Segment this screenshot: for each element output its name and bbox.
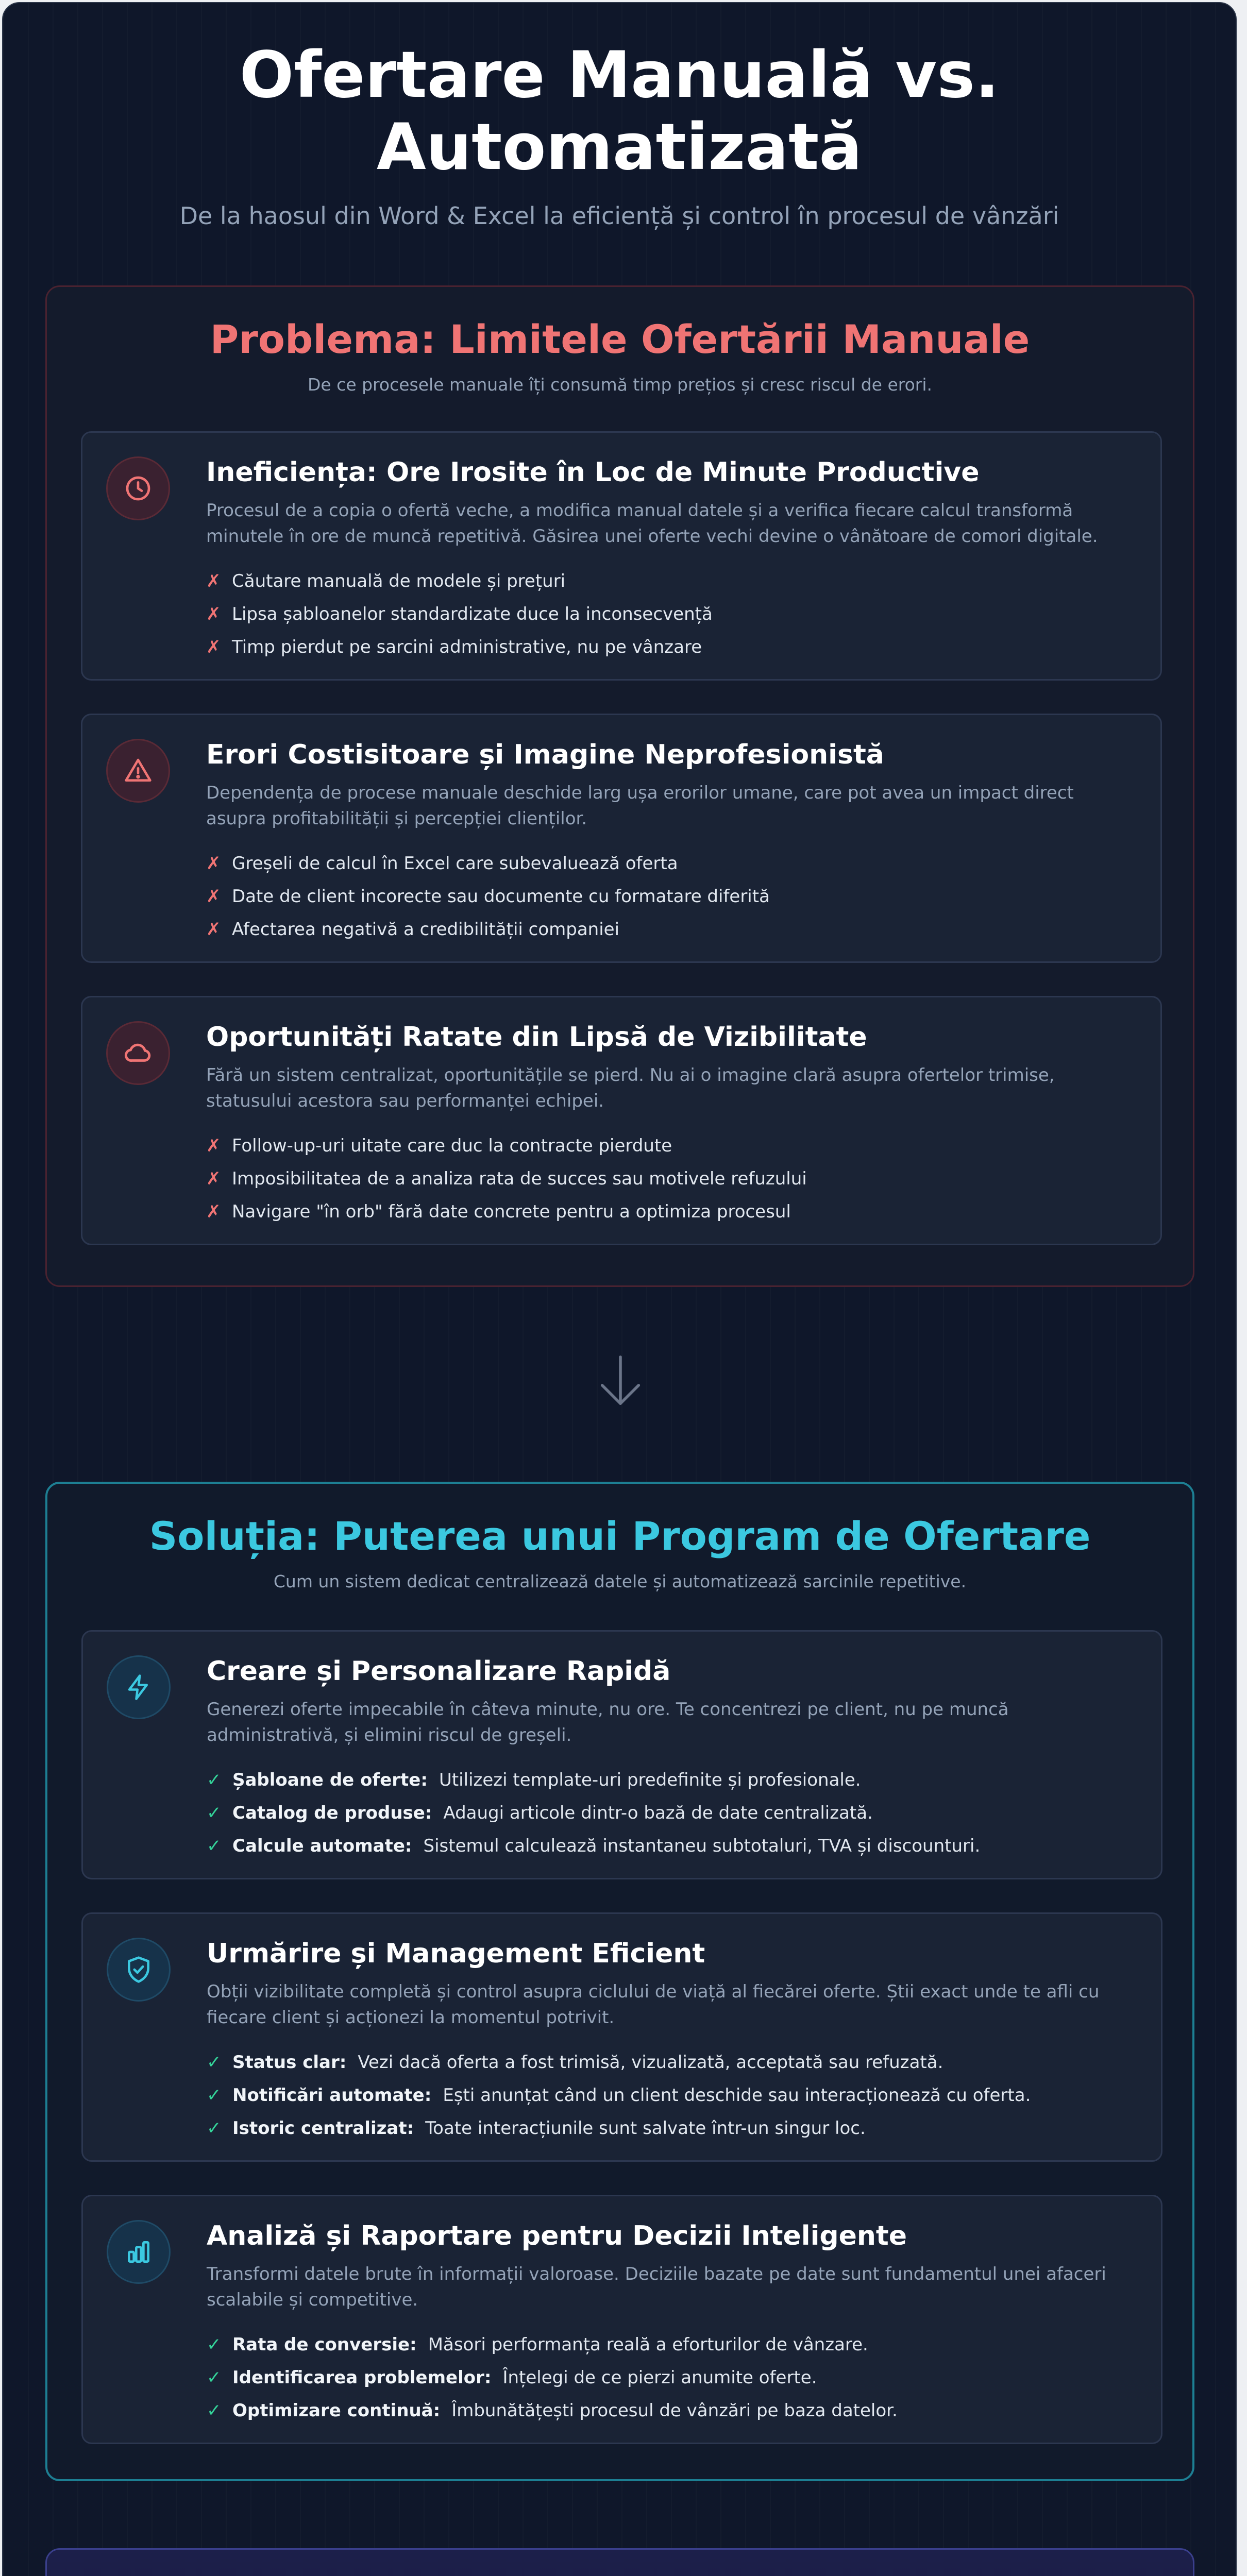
list-item <box>206 913 1130 946</box>
list-item-text: Imposibilitatea de a analiza rata de succes sau motivele refuzului <box>232 1168 807 1189</box>
list-item-text: Lipsa șabloanelor standardizate duce la inconsecvență <box>232 604 713 624</box>
card-list <box>207 2328 1130 2427</box>
list-item <box>206 1129 1130 1162</box>
shield-check-icon <box>107 1938 171 2002</box>
list-item-text: Sistemul calculează instantaneu subtotaluri, TVA și discounturi. <box>423 1836 981 1856</box>
list-item-text: Vezi dacă oferta a fost trimisă, vizualizată, acceptată sau refuzată. <box>358 2052 943 2073</box>
list-item <box>206 1162 1130 1195</box>
arrow-down-icon <box>596 1353 645 1410</box>
list-item <box>206 847 1130 880</box>
list-item <box>207 2046 1130 2079</box>
problem-card-errors <box>81 714 1162 963</box>
list-item <box>206 565 1130 598</box>
solution-title: Soluția: Puterea unui Program de Ofertare <box>149 1513 1091 1559</box>
cross-icon: ✗ <box>206 637 221 657</box>
page-subtitle: De la haosul din Word & Excel la eficiență și control în procesul de vânzări <box>179 202 1059 230</box>
list-item <box>206 631 1130 664</box>
card-title: Urmărire și Management Eficient <box>207 1938 705 1969</box>
problem-section <box>45 285 1194 1287</box>
list-item-text: Timp pierdut pe sarcini administrative, nu pe vânzare <box>232 637 702 657</box>
card-description: Procesul de a copia o ofertă veche, a modifica manual datele și a verifica fiecare calcul transformă minutele în ore de muncă repetitivă. Găsirea unei oferte vechi devine o vânătoare de comori digitale. <box>206 500 1098 547</box>
list-item <box>207 2394 1130 2427</box>
list-item <box>207 2361 1130 2394</box>
list-item-text: Follow-up-uri uitate care duc la contracte pierdute <box>232 1136 672 1156</box>
list-item-text: Ești anunțat când un client deschide sau interacționează cu oferta. <box>443 2085 1031 2106</box>
card-title: Creare și Personalizare Rapidă <box>207 1656 671 1687</box>
check-icon: ✓ <box>207 1836 222 1856</box>
cross-icon: ✗ <box>206 886 221 907</box>
list-item-label: Notificări automate: <box>232 2085 432 2106</box>
card-description: Fără un sistem centralizat, oportunitățile se pierd. Nu ai o imagine clară asupra ofertelor trimise, statusului acestora sau performanței echipei. <box>206 1065 1055 1111</box>
list-item-label: Catalog de produse: <box>232 1803 432 1823</box>
solution-section <box>45 1482 1194 2481</box>
solution-card-analytics <box>81 2195 1162 2444</box>
list-item <box>207 1829 1130 1862</box>
list-item-text: Căutare manuală de modele și prețuri <box>232 571 566 591</box>
check-icon: ✓ <box>207 2367 222 2388</box>
card-list <box>207 1764 1130 1862</box>
list-item-text: Măsori performanța reală a eforturilor de vânzare. <box>428 2334 868 2355</box>
solution-subtitle: Cum un sistem dedicat centralizează datele și automatizează sarcinile repetitive. <box>273 1571 967 1591</box>
cross-icon: ✗ <box>206 1136 221 1156</box>
card-list <box>206 1129 1130 1228</box>
cloud-icon <box>106 1021 170 1085</box>
next-step-section <box>45 2548 1194 2576</box>
list-item-text: Afectarea negativă a credibilității companiei <box>232 919 620 940</box>
clock-icon <box>106 456 170 520</box>
list-item-text: Îmbunătățești procesul de vânzări pe baza datelor. <box>451 2400 898 2421</box>
list-item-text: Date de client incorecte sau documente cu formatare diferită <box>232 886 770 907</box>
list-item <box>207 2112 1130 2145</box>
card-title: Analiză și Raportare pentru Decizii Inteligente <box>207 2221 907 2251</box>
check-icon: ✓ <box>207 2118 222 2139</box>
list-item-label: Rata de conversie: <box>232 2334 417 2355</box>
card-title: Ineficiența: Ore Irosite în Loc de Minute Productive <box>206 457 980 488</box>
cross-icon: ✗ <box>206 1168 221 1189</box>
list-item-label: Șabloane de oferte: <box>232 1770 428 1790</box>
list-item <box>206 880 1130 913</box>
problem-card-inefficiency <box>81 431 1162 681</box>
list-item <box>207 2328 1130 2361</box>
list-item-label: Optimizare continuă: <box>232 2400 441 2421</box>
cross-icon: ✗ <box>206 571 221 591</box>
check-icon: ✓ <box>207 2400 222 2421</box>
list-item-text: Adaugi articole dintr-o bază de date centralizată. <box>443 1803 873 1823</box>
check-icon: ✓ <box>207 2085 222 2106</box>
list-item-text: Toate interacțiunile sunt salvate într-un singur loc. <box>425 2118 866 2139</box>
card-title: Oportunități Ratate din Lipsă de Vizibilitate <box>206 1022 867 1053</box>
cross-icon: ✗ <box>206 853 221 874</box>
warning-icon <box>106 739 170 803</box>
problem-title: Problema: Limitele Ofertării Manuale <box>210 316 1030 362</box>
card-list <box>206 565 1130 664</box>
list-item-label: Calcule automate: <box>232 1836 412 1856</box>
problem-card-missed-opportunities <box>81 996 1162 1245</box>
list-item <box>207 1797 1130 1829</box>
list-item-text: Navigare "în orb" fără date concrete pentru a optimiza procesul <box>232 1201 791 1222</box>
infographic-page <box>2 2 1237 2576</box>
problem-subtitle: De ce procesele manuale îți consumă timp prețios și cresc riscul de erori. <box>307 375 933 395</box>
list-item <box>207 1764 1130 1797</box>
bar-chart-icon <box>107 2220 171 2284</box>
list-item-text: Înțelegi de ce pierzi anumite oferte. <box>502 2367 817 2388</box>
check-icon: ✓ <box>207 2334 222 2355</box>
list-item <box>206 598 1130 631</box>
hero <box>3 3 1236 230</box>
list-item-label: Identificarea problemelor: <box>232 2367 492 2388</box>
card-description: Generezi oferte impecabile în câteva minute, nu ore. Te concentrezi pe client, nu pe muncă administrativă, și elimini riscul de greșeli. <box>207 1699 1009 1745</box>
cross-icon: ✗ <box>206 1201 221 1222</box>
check-icon: ✓ <box>207 1770 222 1790</box>
cross-icon: ✗ <box>206 919 221 940</box>
card-list <box>207 2046 1130 2145</box>
list-item-label: Istoric centralizat: <box>232 2118 414 2139</box>
card-description: Transformi datele brute în informații valoroase. Deciziile bazate pe date sunt fundamentul unei afaceri scalabile și competitive. <box>207 2264 1106 2310</box>
card-list <box>206 847 1130 946</box>
card-description: Dependența de procese manuale deschide larg ușa erorilor umane, care pot avea un impact direct asupra profitabilității și percepției clienților. <box>206 783 1074 829</box>
solution-card-tracking <box>81 1912 1162 2162</box>
cross-icon: ✗ <box>206 604 221 624</box>
lightning-icon <box>107 1655 171 1719</box>
card-title: Erori Costisitoare și Imagine Neprofesionistă <box>206 739 884 770</box>
list-item-label: Status clar: <box>232 2052 347 2073</box>
check-icon: ✓ <box>207 2052 222 2073</box>
list-item <box>207 2079 1130 2112</box>
list-item <box>206 1195 1130 1228</box>
page-title: Ofertare Manuală vs. Automatizată <box>239 38 1000 184</box>
list-item-text: Utilizezi template-uri predefinite și profesionale. <box>439 1770 861 1790</box>
list-item-text: Greșeli de calcul în Excel care subevaluează oferta <box>232 853 678 874</box>
check-icon: ✓ <box>207 1803 222 1823</box>
solution-card-creation <box>81 1630 1162 1879</box>
card-description: Obții vizibilitate completă și control asupra ciclului de viață al fiecărei oferte. Știi exact unde te afli cu fiecare client și acționezi la momentul potrivit. <box>207 1981 1100 2028</box>
